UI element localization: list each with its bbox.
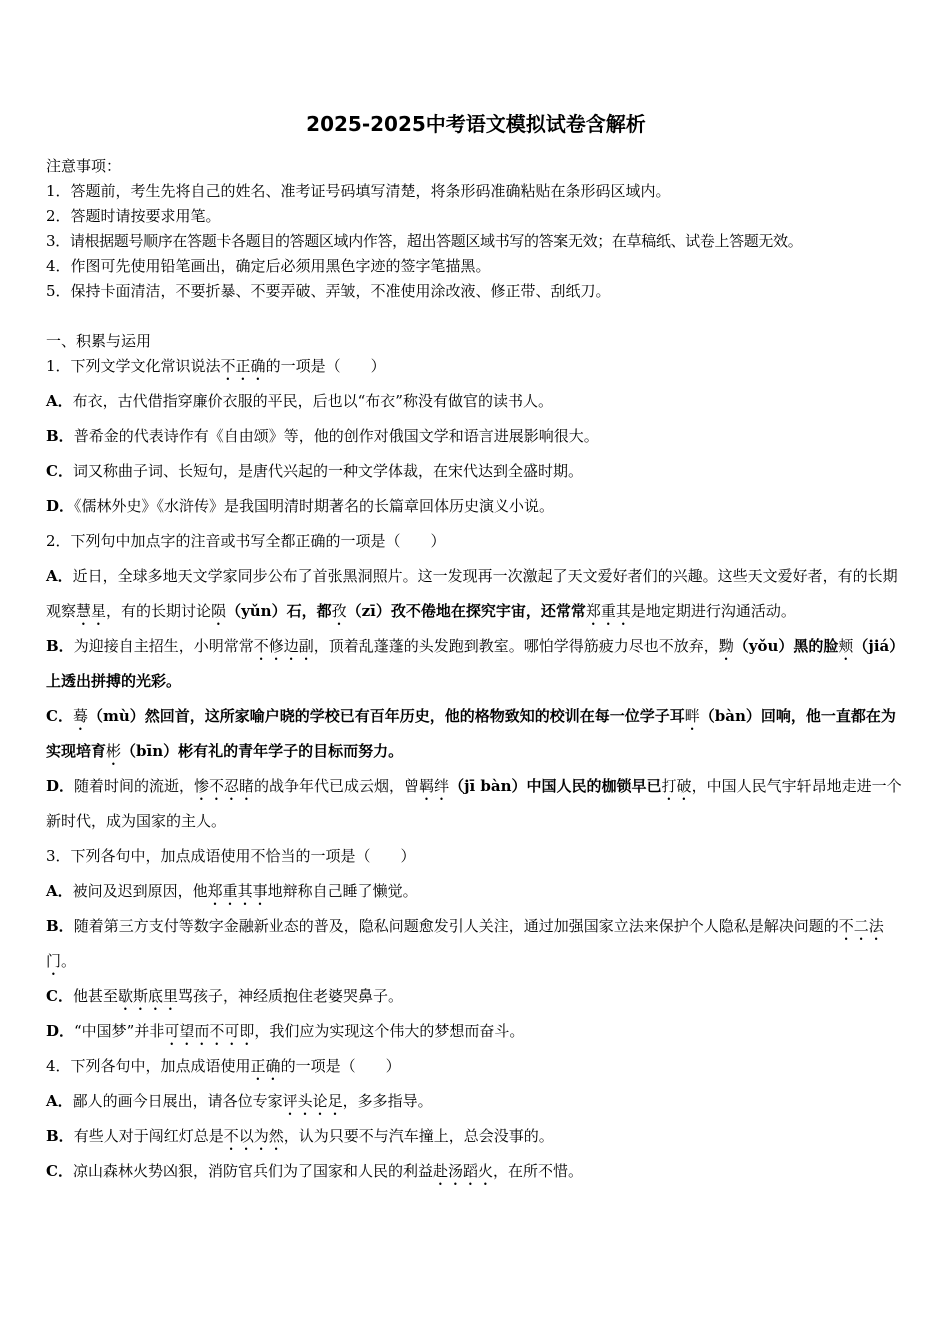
option-text: （bàn）回响，他一直都在为实现培育 — [46, 707, 896, 760]
option-text: 被问及迟到原因，他 — [72, 882, 208, 900]
option-text: 普希金的代表诗作有《自由颂》等，他的创作对俄国文学和语言进展影响很大。 — [73, 427, 599, 445]
emphasized-word: 不正确 — [220, 357, 266, 375]
option-label: D． — [46, 777, 75, 795]
option-text: ，多多指导。 — [342, 1092, 433, 1110]
question-4-option-c — [46, 1154, 906, 1189]
option-text: ，顶着乱蓬蓬的头发跑到教室。哪怕学得筋疲力尽也不放弃， — [313, 637, 719, 655]
stem-text: 1．下列文学文化常识说法 — [46, 357, 221, 375]
option-text: 骂孩子，神经质抱住老婆哭鼻子。 — [177, 987, 403, 1005]
emphasized-word: 蓦 — [72, 707, 88, 725]
option-label: B． — [46, 637, 74, 655]
option-label: D． — [46, 1022, 75, 1040]
option-text: ，中国人民气宇轩昂地走进一个新时代，成为国家的主人。 — [46, 777, 902, 830]
option-text: （jī bàn）中国人民的枷锁早已 — [449, 777, 662, 795]
option-text: 。 — [61, 952, 77, 970]
question-1-option-b — [46, 419, 906, 454]
question-1-option-c — [46, 454, 906, 489]
emphasized-word: 慧星 — [76, 602, 107, 620]
option-text: 布衣，古代借指穿廉价衣服的平民，后也以“布衣”称没有做官的读书人。 — [72, 392, 553, 410]
emphasized-word: 正确 — [250, 1057, 281, 1075]
notice-item: 5．保持卡面清洁，不要折暴、不要弄破、弄皱，不准使用涂改液、修正带、刮纸刀。 — [46, 282, 611, 300]
emphasized-word: 颊 — [838, 637, 854, 655]
option-label: B． — [46, 427, 74, 445]
option-text: 的战争年代已成云烟，曾 — [254, 777, 420, 795]
option-text: 随着第三方支付等数字金融新业态的普及，隐私问题愈发引人关注，通过加强国家立法来保护个人隐私是解决问题的 — [73, 917, 839, 935]
emphasized-word: 评头论足 — [282, 1092, 343, 1110]
emphasized-word: 黝 — [718, 637, 734, 655]
option-text: 为迎接自主招生，小明常常 — [73, 637, 254, 655]
emphasized-word: 赴汤蹈火 — [432, 1162, 493, 1180]
emphasized-word: 郑重其 — [585, 602, 631, 620]
emphasized-word: 羁绊 — [419, 777, 450, 795]
option-text: ，在所不惜。 — [492, 1162, 583, 1180]
option-text: “中国梦”并非 — [74, 1022, 165, 1040]
question-2-option-d — [46, 769, 906, 839]
option-text: 《儒林外史》《水浒传》是我国明清时期著名的长篇章回体历史演义小说。 — [74, 497, 555, 515]
option-text: ，我们应为实现这个伟大的梦想而奋斗。 — [254, 1022, 525, 1040]
exam-page — [46, 108, 906, 1189]
question-1-option-a — [46, 384, 906, 419]
question-3-option-a — [46, 874, 906, 909]
option-text: 是地定期进行沟通活动。 — [630, 602, 796, 620]
question-3-stem: 3．下列各句中，加点成语使用不恰当的一项是（ ） — [46, 847, 416, 865]
option-label: B． — [46, 917, 74, 935]
question-4-option-b — [46, 1119, 906, 1154]
question-4-stem — [46, 1049, 906, 1084]
section-heading: 一、积累与运用 — [46, 332, 152, 350]
question-3-option-d — [46, 1014, 906, 1049]
notice-item: 3．请根据题号顺序在答题卡各题目的答题区域内作答，超出答题区域书写的答案无效；在草稿纸、试卷上答题无效。 — [46, 232, 803, 250]
option-text: 近日，全球多地天文学家同步公布了首张黑洞照片。这一发现再一次激起了天文爱好者们的兴趣。这些天文爱好者，有的长期观察 — [46, 567, 898, 620]
option-text: （zī）孜不倦地在探究宇宙，还常常 — [346, 602, 586, 620]
question-2-option-c — [46, 699, 906, 769]
emphasized-word: 陨 — [211, 602, 227, 620]
question-2-option-b — [46, 629, 906, 699]
option-text: ，认为只要不与汽车撞上，总会没事的。 — [283, 1127, 554, 1145]
option-label: C． — [46, 462, 73, 480]
emphasized-word: 不以为然 — [223, 1127, 284, 1145]
option-label: A． — [46, 567, 73, 585]
emphasized-word: 打破 — [661, 777, 692, 795]
option-text: 词又称曲子词、长短句，是唐代兴起的一种文学体裁，在宋代达到全盛时期。 — [72, 462, 583, 480]
option-text: （jiá）上透出拼搏的光彩。 — [46, 637, 905, 690]
option-label: A． — [46, 882, 73, 900]
option-text: 他甚至 — [72, 987, 118, 1005]
notice-item: 1．答题前，考生先将自己的姓名、准考证号码填写清楚，将条形码准确粘贴在条形码区域内。 — [46, 182, 671, 200]
emphasized-word: 郑重其事 — [207, 882, 268, 900]
notice-item: 2．答题时请按要求用笔。 — [46, 207, 221, 225]
option-text: （yǒu）黑的脸 — [733, 637, 839, 655]
option-label: C． — [46, 987, 73, 1005]
option-label: D． — [46, 497, 75, 515]
emphasized-word: 不修边副 — [253, 637, 314, 655]
option-text: （mù）然回首，这所家喻户晓的学校已有百年历史，他的格物致知的校训在每一位学子耳 — [87, 707, 685, 725]
question-1-option-d — [46, 489, 906, 524]
option-text: 凉山森林火势凶狠，消防官兵们为了国家和人民的利益 — [72, 1162, 433, 1180]
emphasized-word: 惨不忍睹 — [194, 777, 255, 795]
stem-text: 4．下列各句中，加点成语使用 — [46, 1057, 251, 1075]
option-text: （bīn）彬有礼的青年学子的目标而努力。 — [121, 742, 404, 760]
emphasized-word: 彬 — [106, 742, 122, 760]
emphasized-word: 畔 — [684, 707, 700, 725]
question-4-option-a — [46, 1084, 906, 1119]
option-label: B． — [46, 1127, 74, 1145]
notice-block — [46, 154, 906, 304]
emphasized-word: 可望而不可即 — [164, 1022, 255, 1040]
emphasized-word: 不二法门 — [46, 917, 884, 970]
emphasized-word: 孜 — [331, 602, 347, 620]
notice-heading: 注意事项： — [46, 157, 122, 175]
option-label: C． — [46, 1162, 73, 1180]
option-text: 鄙人的画今日展出，请各位专家 — [72, 1092, 283, 1110]
option-text: 随着时间的流逝， — [74, 777, 195, 795]
option-text: 有些人对于闯红灯总是 — [73, 1127, 224, 1145]
option-label: C． — [46, 707, 73, 725]
option-text: （yǔn）石，都 — [226, 602, 332, 620]
page-title: 2025-2025中考语文模拟试卷含解析 — [306, 112, 646, 136]
question-2-option-a — [46, 559, 906, 629]
emphasized-word: 歇斯底里 — [117, 987, 178, 1005]
question-1-stem — [46, 354, 906, 384]
question-3-option-b — [46, 909, 906, 979]
question-3-option-c — [46, 979, 906, 1014]
stem-text: 的一项是（ ） — [280, 1057, 401, 1075]
option-label: A． — [46, 1092, 73, 1110]
option-label: A． — [46, 392, 73, 410]
option-text: ，有的长期讨论 — [106, 602, 212, 620]
option-text: 地辩称自己睡了懒觉。 — [267, 882, 418, 900]
question-2-stem: 2．下列句中加点字的注音或书写全都正确的一项是（ ） — [46, 532, 446, 550]
notice-item: 4．作图可先使用铅笔画出，确定后必须用黑色字迹的签字笔描黑。 — [46, 257, 491, 275]
stem-text: 的一项是（ ） — [265, 357, 386, 375]
